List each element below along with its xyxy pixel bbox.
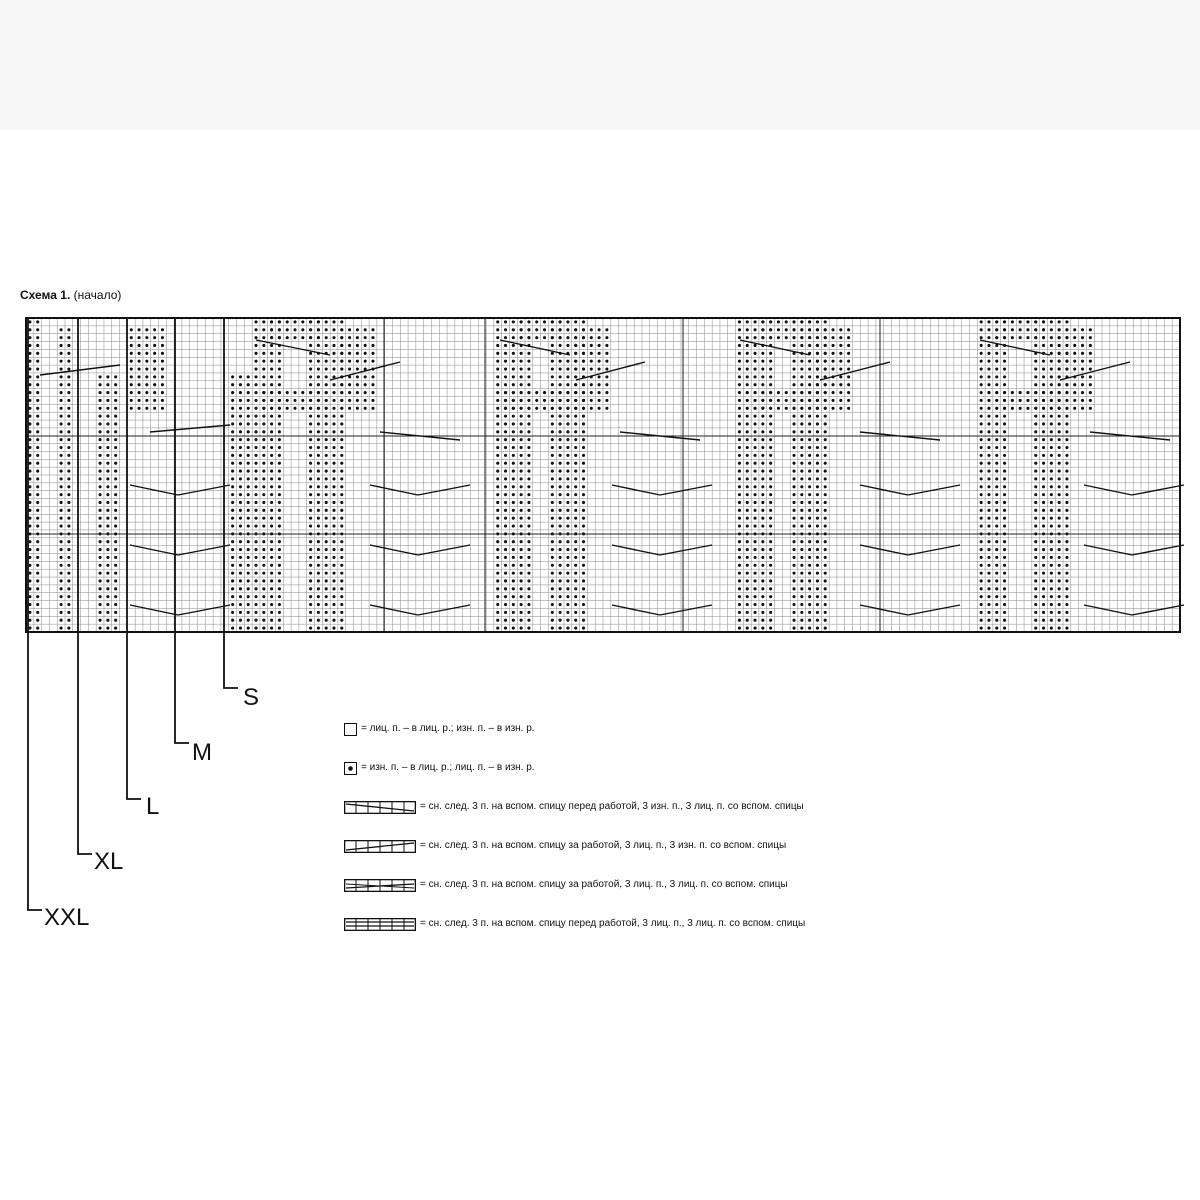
- cable-mark-6-b: [418, 605, 470, 615]
- cable-3-purl-3-knit-front-icon: [344, 801, 416, 814]
- grid-lines: [26, 318, 1180, 632]
- chart-grid: [26, 318, 1180, 632]
- chart-title-number: Схема 1.: [20, 288, 71, 302]
- cable-mark-3-b: [178, 605, 230, 615]
- legend-text-cable-4: = сн. след. 3 п. на вспом. спицу перед работой, 3 лиц. п., 3 лиц. п. со вспом. спицы: [420, 918, 806, 929]
- legend-text-knit: = лиц. п. – в лиц. р.; изн. п. – в изн. р.: [361, 723, 535, 734]
- cable-mark-4-a: [370, 485, 418, 495]
- purl-band-s5: [1058, 328, 1092, 410]
- cable-mark-15-a: [1084, 605, 1132, 615]
- legend-text-cable-3: = сн. след. 3 п. на вспом. спицу за работой, 3 лиц. п., 3 лиц. п. со вспом. спицы: [420, 879, 788, 890]
- cable-mark-10-a: [860, 485, 908, 495]
- cable-diag-7: [576, 362, 645, 380]
- cable-mark-1-b: [178, 485, 230, 495]
- purl-band-s3: [574, 328, 608, 410]
- cable-diag-3: [500, 340, 570, 355]
- chart-title-note: (начало): [70, 288, 122, 302]
- size-boundary-xl: [78, 318, 92, 854]
- size-label-xl: XL: [94, 848, 124, 875]
- purl-band-c: [130, 328, 164, 410]
- cable-3-knit-3-knit-back-icon: [344, 879, 416, 892]
- cable-diag-10: [150, 425, 230, 432]
- knit-stitch-icon: [344, 723, 357, 736]
- legend-item-cable-3: [344, 876, 944, 915]
- legend-text-purl: = изн. п. – в лиц. р.; лиц. п. – в изн. р.: [361, 762, 535, 773]
- purl-band-s1: [231, 375, 250, 629]
- cable-diag-2: [256, 340, 330, 355]
- legend-item-cable-4: [344, 915, 944, 954]
- size-label-m: M: [192, 739, 212, 766]
- cable-mark-12-a: [860, 605, 908, 615]
- legend-text-cable-2: = сн. след. 3 п. на вспом. спицу за работой, 3 лиц. п., 3 изн. п. со вспом. спицы: [420, 840, 787, 851]
- cable-3-knit-3-purl-back-icon: [344, 840, 416, 853]
- chart-legend: [344, 720, 944, 954]
- cable-3-knit-3-knit-front-icon: [344, 918, 416, 931]
- legend-item-purl: [344, 759, 944, 798]
- size-label-xxl: XXL: [44, 904, 90, 931]
- cable-marks: [40, 340, 1184, 615]
- purl-band-panel-1-top: [270, 320, 320, 339]
- purl-band-panel-1-cross: [262, 391, 327, 410]
- purl-band-panel-4-top: [995, 320, 1045, 339]
- legend-item-cable-2: [344, 837, 944, 876]
- purl-band-s4: [816, 328, 850, 410]
- cable-mark-1-a: [130, 485, 178, 495]
- cable-mark-13-b: [1132, 485, 1184, 495]
- cable-mark-7-a: [612, 485, 660, 495]
- purl-band-panel-3-top: [761, 320, 811, 339]
- cable-mark-12-b: [908, 605, 960, 615]
- cable-diag-9: [1060, 362, 1130, 380]
- purl-stitch-icon: [344, 762, 357, 775]
- legend-text-cable-1: = сн. след. 3 п. на вспом. спицу перед работой, 3 изн. п., 3 лиц. п. со вспом. спицы: [420, 801, 804, 812]
- cable-mark-9-a: [612, 605, 660, 615]
- size-label-s: S: [243, 684, 260, 711]
- purl-band-s2: [340, 328, 374, 410]
- size-boundary-l: [127, 318, 141, 799]
- cable-mark-3-a: [130, 605, 178, 615]
- cable-mark-10-b: [908, 485, 960, 495]
- cable-mark-13-a: [1084, 485, 1132, 495]
- cable-mark-4-b: [418, 485, 470, 495]
- cable-mark-15-b: [1132, 605, 1184, 615]
- cable-mark-6-a: [370, 605, 418, 615]
- cable-diag-4: [740, 340, 810, 355]
- purl-band-b: [99, 375, 118, 629]
- cable-diag-1: [40, 365, 120, 375]
- legend-item-knit: [344, 720, 944, 759]
- size-label-l: L: [146, 793, 160, 820]
- size-boundaries: [28, 318, 238, 910]
- legend-item-cable-1: [344, 798, 944, 837]
